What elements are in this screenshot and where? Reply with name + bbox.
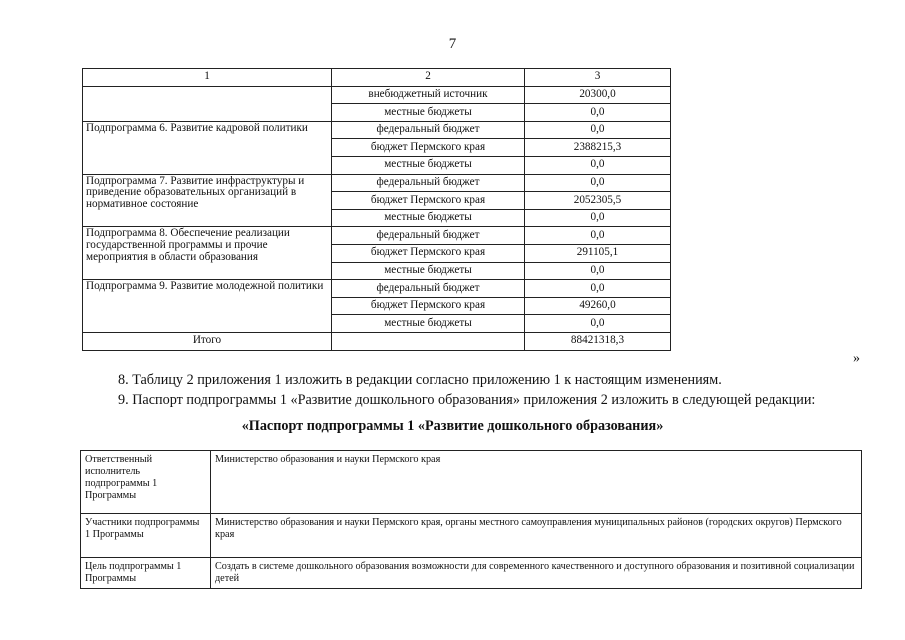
passport-row <box>81 514 862 558</box>
column-header-1: 1 <box>83 69 332 87</box>
funding-amount: 2388215,3 <box>525 139 671 157</box>
funding-amount: 0,0 <box>525 262 671 280</box>
subprogram-7-name: Подпрограмма 7. Развитие инфраструктуры и приведение образовательных организаций в нормативное состояние <box>83 174 332 227</box>
table-row <box>83 280 671 298</box>
passport-row <box>81 558 862 589</box>
funding-source: местные бюджеты <box>332 104 525 122</box>
funding-amount: 0,0 <box>525 174 671 192</box>
funding-source: федеральный бюджет <box>332 121 525 139</box>
passport-value: Министерство образования и науки Пермского края, органы местного самоуправления муниципальных районов (городских округов) Пермского края <box>211 514 862 558</box>
passport-value: Создать в системе дошкольного образования возможности для современного качественного и доступного образования и позитивной социализации детей <box>211 558 862 589</box>
closing-quote: » <box>853 351 860 366</box>
page-number: 7 <box>448 36 457 52</box>
funding-amount: 0,0 <box>525 104 671 122</box>
paragraph-8: 8. Таблицу 2 приложения 1 изложить в редакции согласно приложению 1 к настоящим изменениям. <box>118 372 722 388</box>
table-row <box>83 174 671 192</box>
passport-row <box>81 451 862 514</box>
funding-amount: 0,0 <box>525 209 671 227</box>
funding-amount: 2052305,5 <box>525 192 671 210</box>
passport-label: Ответственный исполнитель подпрограммы 1 Программы <box>81 451 211 514</box>
funding-source: бюджет Пермского края <box>332 139 525 157</box>
subprogram-cell-empty <box>83 86 332 121</box>
funding-source: бюджет Пермского края <box>332 297 525 315</box>
passport-value: Министерство образования и науки Пермского края <box>211 451 862 514</box>
passport-label: Цель подпрограммы 1 Программы <box>81 558 211 589</box>
table-header-row <box>83 69 671 87</box>
total-row <box>83 332 671 350</box>
table-row <box>83 227 671 245</box>
total-empty-cell <box>332 332 525 350</box>
funding-amount: 20300,0 <box>525 86 671 104</box>
funding-source: местные бюджеты <box>332 262 525 280</box>
funding-amount: 0,0 <box>525 280 671 298</box>
funding-source: местные бюджеты <box>332 209 525 227</box>
passport-table <box>80 450 862 589</box>
funding-source: местные бюджеты <box>332 315 525 333</box>
budget-table <box>82 68 671 351</box>
subprogram-6-name: Подпрограмма 6. Развитие кадровой политики <box>83 121 332 174</box>
column-header-2: 2 <box>332 69 525 87</box>
funding-amount: 0,0 <box>525 227 671 245</box>
funding-source: бюджет Пермского края <box>332 244 525 262</box>
funding-source: федеральный бюджет <box>332 174 525 192</box>
paragraph-9: 9. Паспорт подпрограммы 1 «Развитие дошкольного образования» приложения 2 изложить в следующей редакции: <box>118 392 816 408</box>
funding-amount: 49260,0 <box>525 297 671 315</box>
passport-label: Участники подпрограммы 1 Программы <box>81 514 211 558</box>
funding-amount: 0,0 <box>525 315 671 333</box>
table-row <box>83 121 671 139</box>
passport-title: «Паспорт подпрограммы 1 «Развитие дошкольного образования» <box>241 418 664 434</box>
subprogram-8-name: Подпрограмма 8. Обеспечение реализации государственной программы и прочие мероприятия в области образования <box>83 227 332 280</box>
funding-source: местные бюджеты <box>332 156 525 174</box>
total-amount: 88421318,3 <box>525 332 671 350</box>
funding-amount: 291105,1 <box>525 244 671 262</box>
funding-source: внебюджетный источник <box>332 86 525 104</box>
funding-source: федеральный бюджет <box>332 227 525 245</box>
funding-source: федеральный бюджет <box>332 280 525 298</box>
total-label: Итого <box>83 332 332 350</box>
funding-source: бюджет Пермского края <box>332 192 525 210</box>
table-row <box>83 86 671 104</box>
column-header-3: 3 <box>525 69 671 87</box>
funding-amount: 0,0 <box>525 156 671 174</box>
funding-amount: 0,0 <box>525 121 671 139</box>
subprogram-9-name: Подпрограмма 9. Развитие молодежной политики <box>83 280 332 333</box>
